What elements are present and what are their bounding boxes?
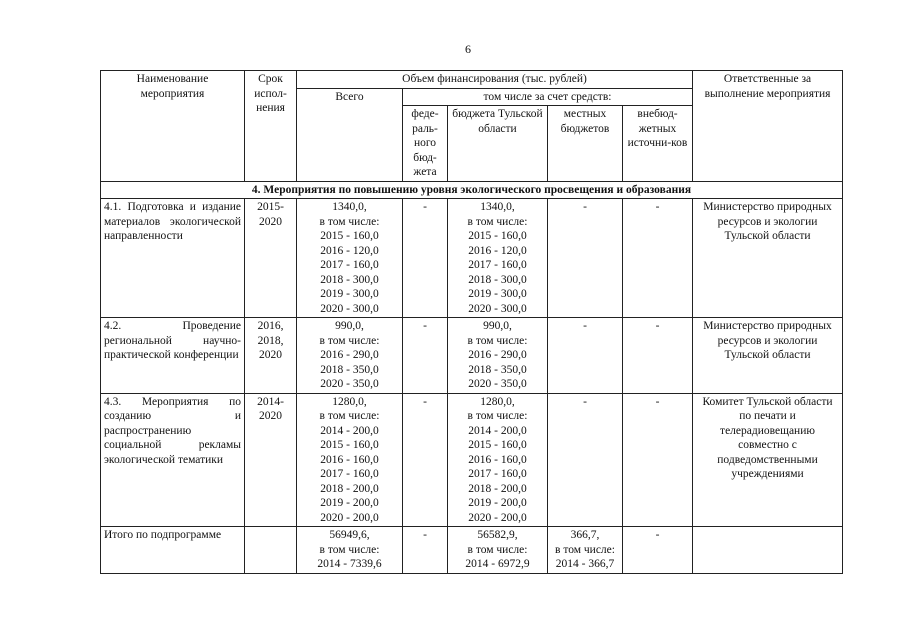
- row-name: 4.2. Проведение региональной научно-практической конференции: [101, 318, 245, 394]
- value-line: 2020 - 300,0: [320, 302, 379, 315]
- row-responsible: Комитет Тульской области по печати и телерадиовещанию совместно с подведомственными учреждениями: [693, 393, 843, 527]
- value-line: 2014 - 7339,6: [317, 558, 382, 570]
- value-line: 2016 - 120,0: [468, 244, 527, 257]
- value-line: 2014 - 6972,9: [465, 558, 530, 570]
- row-federal: -: [403, 318, 448, 394]
- table-row: [101, 318, 843, 394]
- row-total: [297, 393, 403, 527]
- subtotal-responsible: [693, 527, 843, 574]
- value-line: в том числе:: [319, 334, 380, 347]
- value-line: 2019 - 300,0: [320, 288, 379, 300]
- subtotal-term: [245, 527, 297, 574]
- value-line: 1340,0,: [480, 201, 515, 213]
- value-line: 2020 - 200,0: [320, 511, 379, 524]
- value-line: 2017 - 160,0: [320, 468, 379, 480]
- row-term: 2015-2020: [245, 199, 297, 318]
- value-line: 2016 - 290,0: [320, 349, 379, 361]
- value-line: 2019 - 200,0: [468, 497, 527, 509]
- value-line: 2018 - 350,0: [468, 363, 527, 376]
- header-row-1: [101, 71, 843, 89]
- header-offbudget: внебюд-жетных источни-ков: [623, 106, 693, 182]
- value-line: 2018 - 300,0: [468, 273, 527, 286]
- table-row: [101, 393, 843, 527]
- section-title: 4. Мероприятия по повышению уровня экологического просвещения и образования: [101, 181, 843, 199]
- header-federal: феде-раль-ного бюд-жета: [403, 106, 448, 182]
- subtotal-row: [101, 527, 843, 574]
- section-row: [101, 181, 843, 199]
- value-line: 2016 - 120,0: [320, 244, 379, 257]
- value-line: 1280,0,: [480, 395, 515, 408]
- value-line: 366,7,: [570, 529, 600, 541]
- value-line: в том числе:: [555, 543, 615, 556]
- value-line: 2017 - 160,0: [320, 259, 379, 271]
- row-responsible: Министерство природных ресурсов и экологии Тульской области: [693, 199, 843, 318]
- value-line: 2020 - 350,0: [320, 378, 379, 390]
- row-term: 2014-2020: [245, 393, 297, 527]
- row-offbudget: -: [623, 199, 693, 318]
- value-line: в том числе:: [467, 215, 528, 228]
- header-including: том числе за счет средств:: [403, 88, 693, 106]
- row-total: [297, 199, 403, 318]
- row-term: 2016, 2018, 2020: [245, 318, 297, 394]
- header-regional: бюджета Тульской области: [448, 106, 548, 182]
- value-line: в том числе:: [319, 543, 380, 556]
- subtotal-total: [297, 527, 403, 574]
- row-regional: [448, 318, 548, 394]
- value-line: 990,0,: [335, 320, 364, 332]
- header-local: местных бюджетов: [548, 106, 623, 182]
- row-total: [297, 318, 403, 394]
- value-line: 2018 - 350,0: [320, 363, 379, 376]
- value-line: 56949,6,: [329, 529, 370, 541]
- page-number: 6: [465, 42, 471, 56]
- row-local: -: [548, 199, 623, 318]
- value-line: в том числе:: [467, 543, 528, 556]
- subtotal-federal: -: [403, 527, 448, 574]
- row-offbudget: -: [623, 393, 693, 527]
- row-name: 4.3. Мероприятия по созданию и распространению социальной рекламы экологической тематики: [101, 393, 245, 527]
- value-line: 2016 - 290,0: [468, 349, 527, 361]
- row-offbudget: -: [623, 318, 693, 394]
- value-line: 2015 - 160,0: [320, 230, 379, 242]
- row-regional: [448, 199, 548, 318]
- value-line: 2020 - 200,0: [468, 511, 527, 524]
- value-line: 56582,9,: [477, 529, 518, 541]
- row-local: -: [548, 393, 623, 527]
- row-local: -: [548, 318, 623, 394]
- row-federal: -: [403, 199, 448, 318]
- value-line: 2017 - 160,0: [468, 259, 527, 271]
- value-line: 2020 - 300,0: [468, 302, 527, 315]
- value-line: 990,0,: [483, 320, 512, 332]
- value-line: 2018 - 300,0: [320, 273, 379, 286]
- value-line: 2015 - 160,0: [468, 230, 527, 242]
- header-responsible: Ответственные за выполнение мероприятия: [693, 71, 843, 182]
- value-line: 2019 - 300,0: [468, 288, 527, 300]
- row-responsible: Министерство природных ресурсов и экологии Тульской области: [693, 318, 843, 394]
- value-line: в том числе:: [319, 215, 380, 228]
- value-line: 2014 - 366,7: [555, 558, 615, 570]
- value-line: 2019 - 200,0: [320, 497, 379, 509]
- value-line: 2017 - 160,0: [468, 468, 527, 480]
- row-name: 4.1. Подготовка и издание материалов экологической направленности: [101, 199, 245, 318]
- value-line: в том числе:: [467, 334, 528, 347]
- value-line: 2014 - 200,0: [468, 424, 527, 437]
- header-name: Наименование мероприятия: [101, 71, 245, 182]
- table-row: [101, 199, 843, 318]
- value-line: 1280,0,: [332, 395, 367, 408]
- value-line: 1340,0,: [332, 201, 367, 213]
- value-line: 2015 - 160,0: [320, 439, 379, 451]
- row-regional: [448, 393, 548, 527]
- header-total: Всего: [297, 88, 403, 181]
- value-line: 2018 - 200,0: [468, 482, 527, 495]
- value-line: в том числе:: [319, 410, 380, 422]
- header-term: Срок испол-нения: [245, 71, 297, 182]
- funding-table: [100, 70, 843, 574]
- value-line: 2020 - 350,0: [468, 378, 527, 390]
- row-federal: -: [403, 393, 448, 527]
- value-line: в том числе:: [467, 410, 528, 422]
- value-line: 2016 - 160,0: [468, 453, 527, 466]
- value-line: 2015 - 160,0: [468, 439, 527, 451]
- value-line: 2016 - 160,0: [320, 453, 379, 466]
- subtotal-offbudget: -: [623, 527, 693, 574]
- value-line: 2018 - 200,0: [320, 482, 379, 495]
- header-funding: Объем финансирования (тыс. рублей): [297, 71, 693, 89]
- subtotal-name: Итого по подпрограмме: [101, 527, 245, 574]
- value-line: 2014 - 200,0: [320, 424, 379, 437]
- subtotal-local: [548, 527, 623, 574]
- subtotal-regional: [448, 527, 548, 574]
